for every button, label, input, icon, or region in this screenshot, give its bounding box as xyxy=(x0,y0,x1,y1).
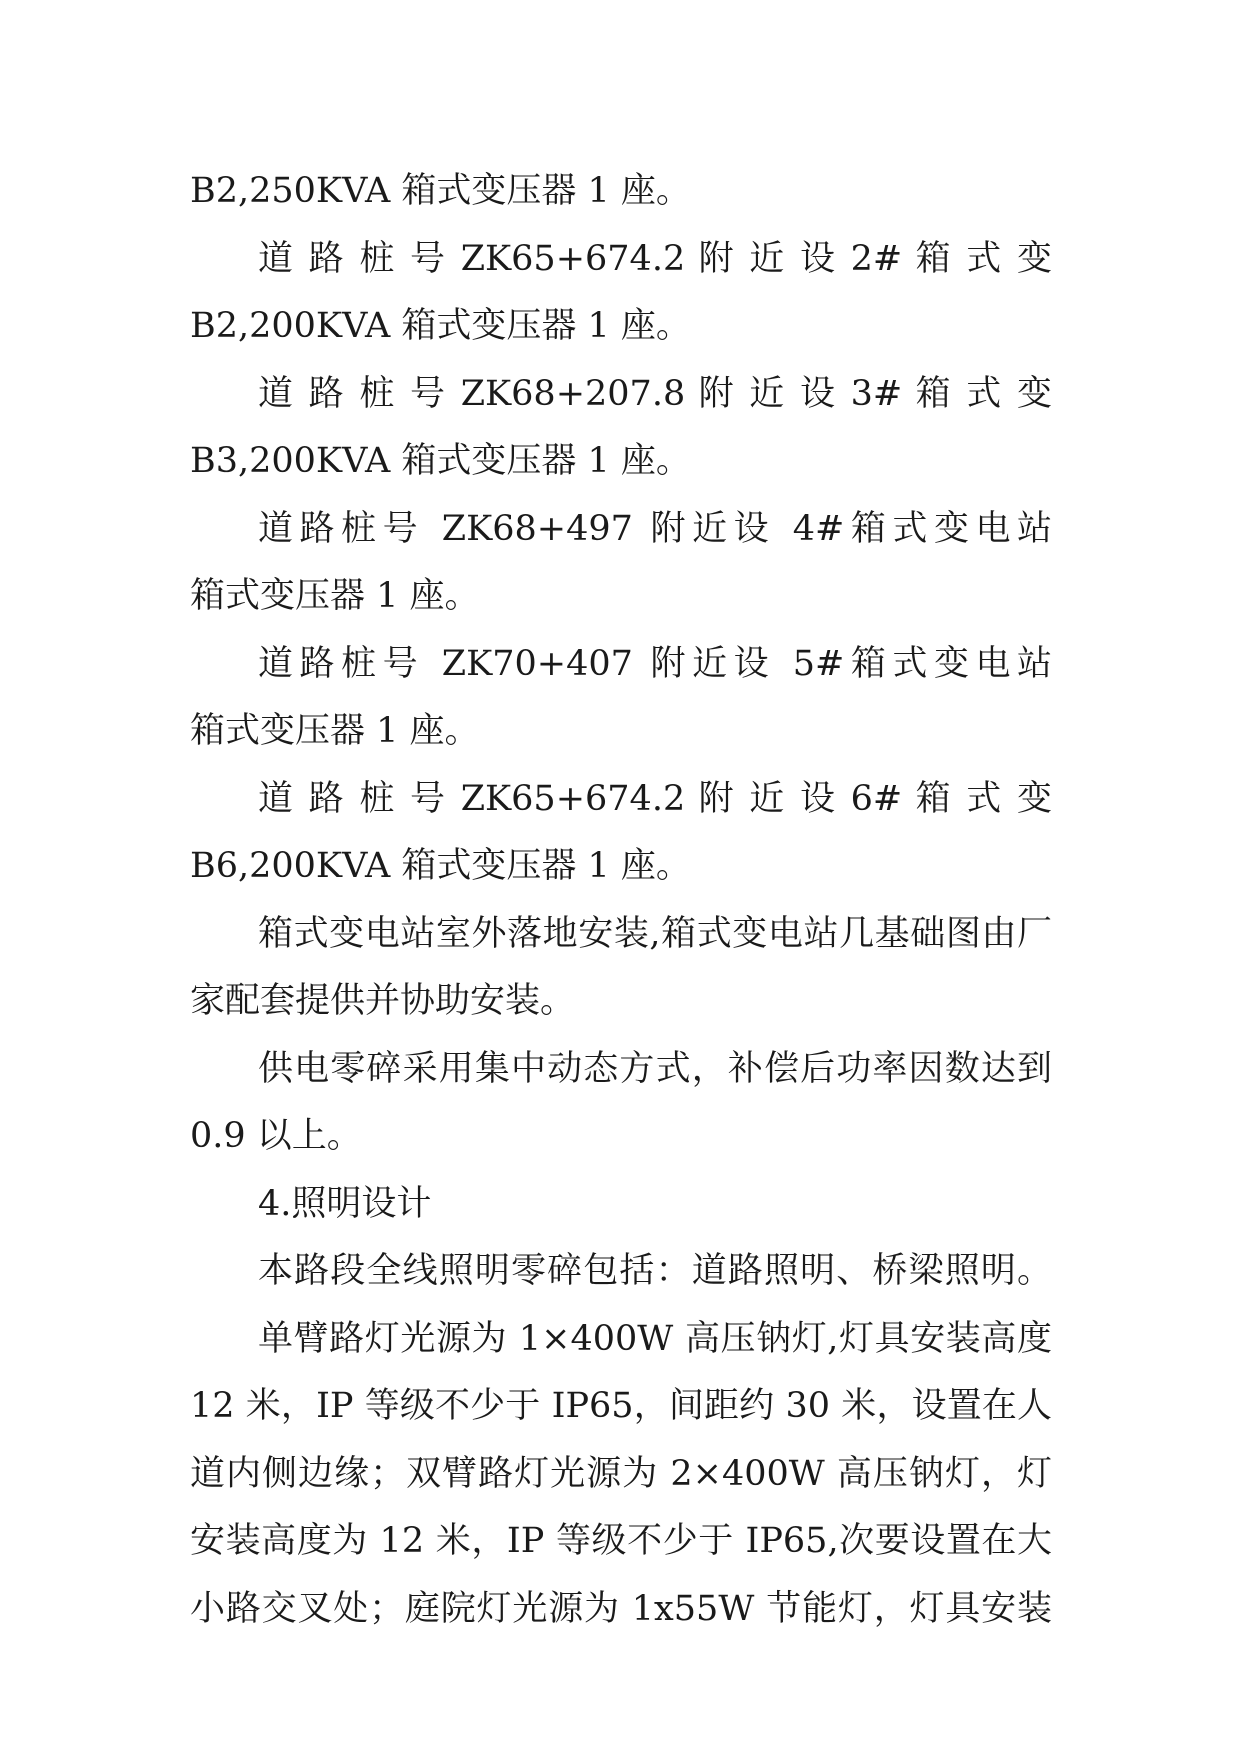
text-line: 箱式变电站室外落地安装,箱式变电站几基础图由厂 xyxy=(258,913,1052,954)
text-line: 0.9 以上。 xyxy=(190,1116,362,1156)
text-line: 安装高度为 12 米，IP 等级不少于 IP65,次要设置在大 xyxy=(190,1521,1052,1561)
text-line: B3,200KVA 箱式变压器 1 座。 xyxy=(190,441,691,481)
text-line: 箱式变压器 1 座。 xyxy=(190,576,480,616)
document-body xyxy=(190,158,1052,1643)
text-line: 道内侧边缘；双臂路灯光源为 2×400W 高压钠灯，灯 xyxy=(190,1453,1052,1494)
text-line: 箱式变压器 1 座。 xyxy=(190,711,480,751)
text-line: 道路桩号 ZK68+497 附近设 4#箱式变电站 xyxy=(258,508,1052,549)
text-line: 道 路 桩 号 ZK65+674.2 附 近 设 2# 箱 式 变 xyxy=(258,238,1052,279)
text-line: 家配套提供并协助安装。 xyxy=(190,981,576,1021)
section-heading: 4.照明设计 xyxy=(258,1183,432,1224)
text-line: B2,250KVA 箱式变压器 1 座。 xyxy=(190,171,691,211)
text-line: B6,200KVA 箱式变压器 1 座。 xyxy=(190,846,691,886)
text-line: 道路桩号 ZK70+407 附近设 5#箱式变电站 xyxy=(258,643,1052,684)
text-line: 12 米，IP 等级不少于 IP65，间距约 30 米，设置在人 xyxy=(190,1386,1052,1426)
text-line: 本路段全线照明零碎包括：道路照明、桥梁照明。 xyxy=(258,1251,1052,1291)
text-line: 小路交叉处；庭院灯光源为 1x55W 节能灯，灯具安装 xyxy=(190,1588,1052,1629)
text-line: 道 路 桩 号 ZK65+674.2 附 近 设 6# 箱 式 变 xyxy=(258,778,1052,819)
text-line: B2,200KVA 箱式变压器 1 座。 xyxy=(190,306,691,346)
text-line: 道 路 桩 号 ZK68+207.8 附 近 设 3# 箱 式 变 xyxy=(258,373,1052,414)
text-line: 单臂路灯光源为 1×400W 高压钠灯,灯具安装高度 xyxy=(258,1318,1052,1359)
text-line: 供电零碎采用集中动态方式，补偿后功率因数达到 xyxy=(258,1048,1052,1089)
